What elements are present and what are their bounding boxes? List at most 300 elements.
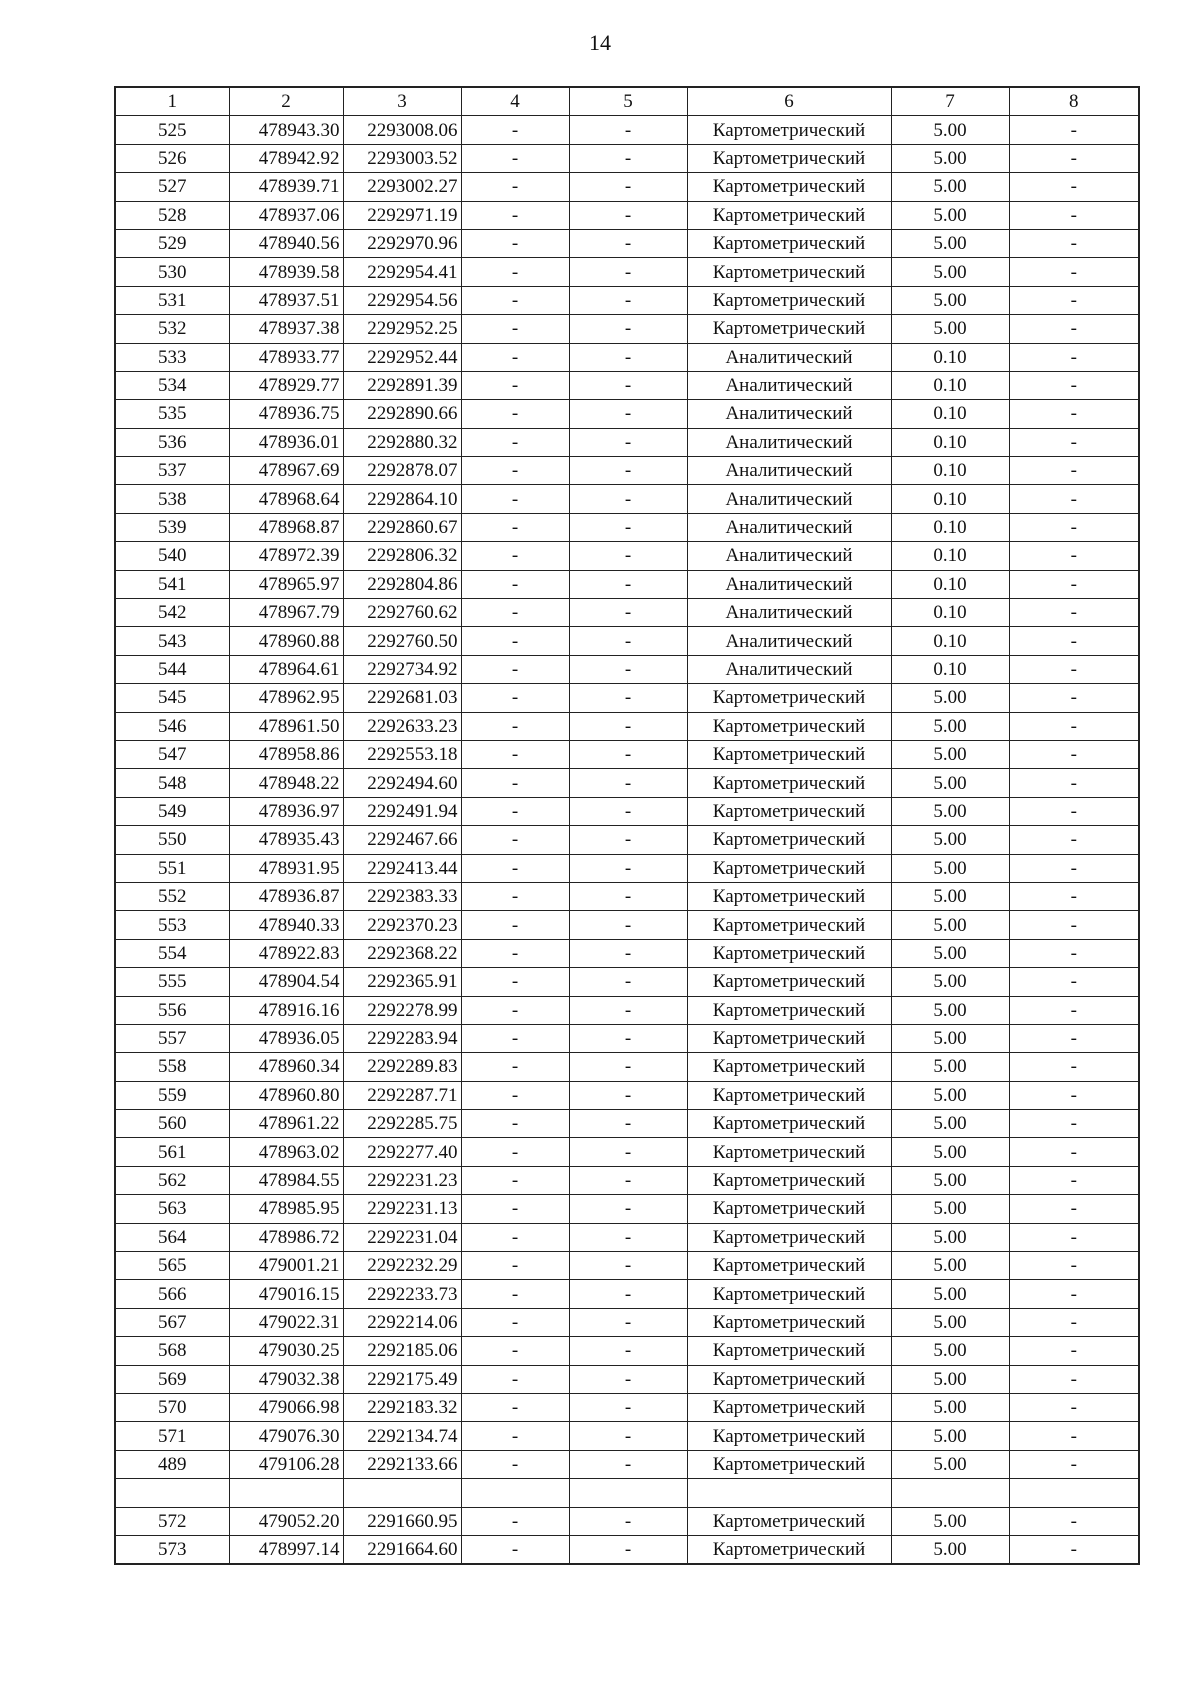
table-row <box>115 797 1139 825</box>
col-4-cell: - <box>461 1308 569 1336</box>
y-coordinate-cell: 2292133.66 <box>343 1450 461 1478</box>
accuracy-cell: 5.00 <box>891 882 1009 910</box>
point-number-cell: 555 <box>115 968 229 996</box>
point-number-cell: 531 <box>115 286 229 314</box>
col-4-cell: - <box>461 627 569 655</box>
point-number-cell: 529 <box>115 229 229 257</box>
accuracy-cell: 5.00 <box>891 996 1009 1024</box>
col-8-cell <box>1009 1479 1139 1507</box>
col-8-cell: - <box>1009 201 1139 229</box>
y-coordinate-cell: 2292368.22 <box>343 939 461 967</box>
accuracy-cell: 5.00 <box>891 1024 1009 1052</box>
y-coordinate-cell: 2292954.41 <box>343 258 461 286</box>
col-8-cell: - <box>1009 826 1139 854</box>
table-row <box>115 1308 1139 1336</box>
col-8-cell: - <box>1009 286 1139 314</box>
col-4-cell: - <box>461 996 569 1024</box>
accuracy-cell: 5.00 <box>891 1535 1009 1564</box>
col-5-cell: - <box>569 1393 687 1421</box>
method-cell: Картометрический <box>687 911 891 939</box>
method-cell: Аналитический <box>687 599 891 627</box>
method-cell: Картометрический <box>687 712 891 740</box>
x-coordinate-cell: 478984.55 <box>229 1166 343 1194</box>
col-4-cell: - <box>461 258 569 286</box>
point-number-cell: 552 <box>115 882 229 910</box>
x-coordinate-cell: 478948.22 <box>229 769 343 797</box>
accuracy-cell: 0.10 <box>891 371 1009 399</box>
accuracy-cell: 5.00 <box>891 911 1009 939</box>
table-row <box>115 1507 1139 1535</box>
col-8-cell: - <box>1009 1422 1139 1450</box>
method-cell: Картометрический <box>687 1166 891 1194</box>
method-cell: Картометрический <box>687 996 891 1024</box>
y-coordinate-cell: 2293002.27 <box>343 173 461 201</box>
col-4-cell: - <box>461 570 569 598</box>
col-5-cell: - <box>569 201 687 229</box>
x-coordinate-cell: 479001.21 <box>229 1252 343 1280</box>
col-8-cell: - <box>1009 1166 1139 1194</box>
point-number-cell: 549 <box>115 797 229 825</box>
col-5-cell: - <box>569 797 687 825</box>
method-cell: Аналитический <box>687 428 891 456</box>
col-4-cell: - <box>461 854 569 882</box>
point-number-cell: 527 <box>115 173 229 201</box>
col-4-cell: - <box>461 740 569 768</box>
x-coordinate-cell: 478933.77 <box>229 343 343 371</box>
col-8-cell: - <box>1009 1365 1139 1393</box>
y-coordinate-cell: 2292383.33 <box>343 882 461 910</box>
method-cell: Картометрический <box>687 258 891 286</box>
table-row <box>115 144 1139 172</box>
accuracy-cell: 5.00 <box>891 1138 1009 1166</box>
x-coordinate-cell: 478968.87 <box>229 513 343 541</box>
col-8-cell: - <box>1009 1252 1139 1280</box>
point-number-cell: 553 <box>115 911 229 939</box>
point-number-cell: 536 <box>115 428 229 456</box>
col-8-cell: - <box>1009 1337 1139 1365</box>
y-coordinate-cell: 2292864.10 <box>343 485 461 513</box>
table-row <box>115 371 1139 399</box>
col-4-cell: - <box>461 1166 569 1194</box>
col-5-cell: - <box>569 1166 687 1194</box>
point-number-cell: 538 <box>115 485 229 513</box>
y-coordinate-cell: 2292553.18 <box>343 740 461 768</box>
point-number-cell <box>115 1479 229 1507</box>
col-8-cell: - <box>1009 1393 1139 1421</box>
accuracy-cell: 5.00 <box>891 1280 1009 1308</box>
accuracy-cell: 5.00 <box>891 684 1009 712</box>
x-coordinate-cell: 478935.43 <box>229 826 343 854</box>
col-8-cell: - <box>1009 428 1139 456</box>
col-8-cell: - <box>1009 570 1139 598</box>
method-cell: Аналитический <box>687 513 891 541</box>
col-5-cell: - <box>569 542 687 570</box>
col-4-cell: - <box>461 1422 569 1450</box>
method-cell: Картометрический <box>687 144 891 172</box>
point-number-cell: 546 <box>115 712 229 740</box>
col-5-cell: - <box>569 457 687 485</box>
col-5-cell: - <box>569 315 687 343</box>
method-cell: Картометрический <box>687 173 891 201</box>
table-row <box>115 740 1139 768</box>
accuracy-cell: 5.00 <box>891 769 1009 797</box>
method-cell: Аналитический <box>687 371 891 399</box>
point-number-cell: 558 <box>115 1053 229 1081</box>
col-4-cell: - <box>461 684 569 712</box>
col-4-cell: - <box>461 769 569 797</box>
col-4-cell: - <box>461 1252 569 1280</box>
col-8-cell: - <box>1009 655 1139 683</box>
col-4-cell: - <box>461 1280 569 1308</box>
y-coordinate-cell: 2292277.40 <box>343 1138 461 1166</box>
accuracy-cell: 5.00 <box>891 1393 1009 1421</box>
y-coordinate-cell: 2293003.52 <box>343 144 461 172</box>
point-number-cell: 545 <box>115 684 229 712</box>
y-coordinate-cell: 2292880.32 <box>343 428 461 456</box>
y-coordinate-cell: 2292413.44 <box>343 854 461 882</box>
col-4-cell: - <box>461 201 569 229</box>
accuracy-cell: 5.00 <box>891 173 1009 201</box>
table-row <box>115 315 1139 343</box>
point-number-cell: 551 <box>115 854 229 882</box>
method-cell: Картометрический <box>687 116 891 144</box>
table-row <box>115 1479 1139 1507</box>
x-coordinate-cell: 478940.56 <box>229 229 343 257</box>
table-row <box>115 258 1139 286</box>
accuracy-cell: 5.00 <box>891 1252 1009 1280</box>
col-5-cell: - <box>569 1053 687 1081</box>
y-coordinate-cell: 2292860.67 <box>343 513 461 541</box>
col-4-cell: - <box>461 457 569 485</box>
table-row <box>115 1365 1139 1393</box>
col-8-cell: - <box>1009 1535 1139 1564</box>
y-coordinate-cell: 2292231.13 <box>343 1195 461 1223</box>
accuracy-cell: 5.00 <box>891 286 1009 314</box>
method-cell: Картометрический <box>687 286 891 314</box>
col-5-cell: - <box>569 939 687 967</box>
point-number-cell: 543 <box>115 627 229 655</box>
col-4-cell: - <box>461 1223 569 1251</box>
table-row <box>115 1223 1139 1251</box>
table-row <box>115 201 1139 229</box>
col-5-cell: - <box>569 599 687 627</box>
table-row <box>115 1166 1139 1194</box>
y-coordinate-cell: 2292891.39 <box>343 371 461 399</box>
method-cell: Картометрический <box>687 1081 891 1109</box>
method-cell: Картометрический <box>687 1053 891 1081</box>
y-coordinate-cell: 2292970.96 <box>343 229 461 257</box>
accuracy-cell: 0.10 <box>891 570 1009 598</box>
point-number-cell: 525 <box>115 116 229 144</box>
table-header <box>115 87 1139 116</box>
col-8-cell: - <box>1009 1223 1139 1251</box>
y-coordinate-cell: 2292467.66 <box>343 826 461 854</box>
point-number-cell: 568 <box>115 1337 229 1365</box>
table-row <box>115 457 1139 485</box>
y-coordinate-cell: 2292806.32 <box>343 542 461 570</box>
table-row <box>115 428 1139 456</box>
y-coordinate-cell: 2292185.06 <box>343 1337 461 1365</box>
col-4-cell: - <box>461 1535 569 1564</box>
col-5-cell: - <box>569 1024 687 1052</box>
col-8-cell: - <box>1009 513 1139 541</box>
col-5-cell: - <box>569 1280 687 1308</box>
table-row <box>115 655 1139 683</box>
col-4-cell: - <box>461 229 569 257</box>
column-header-5: 5 <box>569 87 687 116</box>
method-cell: Картометрический <box>687 1365 891 1393</box>
accuracy-cell: 0.10 <box>891 400 1009 428</box>
y-coordinate-cell: 2292491.94 <box>343 797 461 825</box>
accuracy-cell: 5.00 <box>891 968 1009 996</box>
y-coordinate-cell: 2292494.60 <box>343 769 461 797</box>
accuracy-cell: 5.00 <box>891 740 1009 768</box>
col-8-cell: - <box>1009 939 1139 967</box>
method-cell: Картометрический <box>687 882 891 910</box>
table-row <box>115 599 1139 627</box>
col-5-cell: - <box>569 116 687 144</box>
col-4-cell: - <box>461 712 569 740</box>
col-5-cell: - <box>569 485 687 513</box>
col-5-cell <box>569 1479 687 1507</box>
table-row <box>115 229 1139 257</box>
method-cell: Картометрический <box>687 684 891 712</box>
accuracy-cell: 0.10 <box>891 343 1009 371</box>
col-8-cell: - <box>1009 1195 1139 1223</box>
point-number-cell: 528 <box>115 201 229 229</box>
method-cell: Картометрический <box>687 1252 891 1280</box>
x-coordinate-cell: 478936.05 <box>229 1024 343 1052</box>
table-row <box>115 1024 1139 1052</box>
col-4-cell: - <box>461 343 569 371</box>
accuracy-cell: 5.00 <box>891 1110 1009 1138</box>
point-number-cell: 537 <box>115 457 229 485</box>
x-coordinate-cell: 478965.97 <box>229 570 343 598</box>
method-cell: Картометрический <box>687 939 891 967</box>
col-5-cell: - <box>569 1081 687 1109</box>
method-cell: Картометрический <box>687 1337 891 1365</box>
accuracy-cell: 5.00 <box>891 1081 1009 1109</box>
col-4-cell: - <box>461 485 569 513</box>
col-5-cell: - <box>569 655 687 683</box>
col-5-cell: - <box>569 1507 687 1535</box>
accuracy-cell: 0.10 <box>891 542 1009 570</box>
column-header-1: 1 <box>115 87 229 116</box>
col-5-cell: - <box>569 570 687 598</box>
method-cell: Картометрический <box>687 201 891 229</box>
point-number-cell: 573 <box>115 1535 229 1564</box>
y-coordinate-cell: 2292183.32 <box>343 1393 461 1421</box>
x-coordinate-cell: 478963.02 <box>229 1138 343 1166</box>
point-number-cell: 535 <box>115 400 229 428</box>
col-4-cell: - <box>461 116 569 144</box>
col-8-cell: - <box>1009 740 1139 768</box>
x-coordinate-cell: 478904.54 <box>229 968 343 996</box>
x-coordinate-cell: 478985.95 <box>229 1195 343 1223</box>
method-cell: Аналитический <box>687 627 891 655</box>
col-4-cell: - <box>461 1450 569 1478</box>
method-cell: Аналитический <box>687 457 891 485</box>
y-coordinate-cell: 2292214.06 <box>343 1308 461 1336</box>
x-coordinate-cell: 478939.58 <box>229 258 343 286</box>
col-4-cell: - <box>461 1081 569 1109</box>
col-8-cell: - <box>1009 769 1139 797</box>
col-8-cell: - <box>1009 371 1139 399</box>
col-5-cell: - <box>569 1252 687 1280</box>
col-4-cell: - <box>461 1507 569 1535</box>
col-8-cell: - <box>1009 1081 1139 1109</box>
method-cell: Аналитический <box>687 343 891 371</box>
page-number: 14 <box>589 30 611 55</box>
col-5-cell: - <box>569 513 687 541</box>
col-4-cell: - <box>461 599 569 627</box>
accuracy-cell: 0.10 <box>891 485 1009 513</box>
y-coordinate-cell: 2292232.29 <box>343 1252 461 1280</box>
point-number-cell: 564 <box>115 1223 229 1251</box>
method-cell: Картометрический <box>687 1223 891 1251</box>
accuracy-cell: 5.00 <box>891 826 1009 854</box>
y-coordinate-cell: 2292954.56 <box>343 286 461 314</box>
x-coordinate-cell: 478964.61 <box>229 655 343 683</box>
point-number-cell: 559 <box>115 1081 229 1109</box>
y-coordinate-cell: 2292365.91 <box>343 968 461 996</box>
point-number-cell: 563 <box>115 1195 229 1223</box>
column-header-6: 6 <box>687 87 891 116</box>
col-5-cell: - <box>569 968 687 996</box>
col-5-cell: - <box>569 258 687 286</box>
accuracy-cell: 0.10 <box>891 627 1009 655</box>
method-cell: Картометрический <box>687 1195 891 1223</box>
y-coordinate-cell: 2292760.62 <box>343 599 461 627</box>
y-coordinate-cell: 2292633.23 <box>343 712 461 740</box>
y-coordinate-cell: 2292681.03 <box>343 684 461 712</box>
table-row <box>115 286 1139 314</box>
method-cell: Картометрический <box>687 854 891 882</box>
col-4-cell: - <box>461 428 569 456</box>
x-coordinate-cell: 478960.80 <box>229 1081 343 1109</box>
method-cell: Картометрический <box>687 740 891 768</box>
x-coordinate-cell: 478961.50 <box>229 712 343 740</box>
point-number-cell: 561 <box>115 1138 229 1166</box>
accuracy-cell: 5.00 <box>891 797 1009 825</box>
col-5-cell: - <box>569 229 687 257</box>
col-4-cell: - <box>461 173 569 201</box>
col-8-cell: - <box>1009 1450 1139 1478</box>
point-number-cell: 557 <box>115 1024 229 1052</box>
table-row <box>115 627 1139 655</box>
accuracy-cell: 5.00 <box>891 1166 1009 1194</box>
table-row <box>115 769 1139 797</box>
col-8-cell: - <box>1009 882 1139 910</box>
col-8-cell: - <box>1009 457 1139 485</box>
accuracy-cell: 5.00 <box>891 712 1009 740</box>
x-coordinate-cell: 478968.64 <box>229 485 343 513</box>
col-8-cell: - <box>1009 1053 1139 1081</box>
accuracy-cell: 5.00 <box>891 116 1009 144</box>
accuracy-cell: 0.10 <box>891 513 1009 541</box>
x-coordinate-cell: 479022.31 <box>229 1308 343 1336</box>
point-number-cell: 571 <box>115 1422 229 1450</box>
method-cell: Картометрический <box>687 1422 891 1450</box>
x-coordinate-cell: 478936.87 <box>229 882 343 910</box>
accuracy-cell <box>891 1479 1009 1507</box>
method-cell <box>687 1479 891 1507</box>
table-row <box>115 513 1139 541</box>
col-5-cell: - <box>569 343 687 371</box>
col-5-cell: - <box>569 428 687 456</box>
table-row <box>115 1535 1139 1564</box>
method-cell: Картометрический <box>687 797 891 825</box>
col-5-cell: - <box>569 684 687 712</box>
col-5-cell: - <box>569 1138 687 1166</box>
x-coordinate-cell: 478972.39 <box>229 542 343 570</box>
x-coordinate-cell: 479030.25 <box>229 1337 343 1365</box>
accuracy-cell: 5.00 <box>891 1053 1009 1081</box>
x-coordinate-cell: 478960.34 <box>229 1053 343 1081</box>
point-number-cell: 539 <box>115 513 229 541</box>
point-number-cell: 541 <box>115 570 229 598</box>
col-5-cell: - <box>569 144 687 172</box>
col-4-cell: - <box>461 968 569 996</box>
x-coordinate-cell: 479066.98 <box>229 1393 343 1421</box>
col-5-cell: - <box>569 371 687 399</box>
col-4-cell: - <box>461 315 569 343</box>
accuracy-cell: 0.10 <box>891 428 1009 456</box>
col-5-cell: - <box>569 1337 687 1365</box>
accuracy-cell: 5.00 <box>891 1450 1009 1478</box>
table-row <box>115 1422 1139 1450</box>
table-row <box>115 1195 1139 1223</box>
header-row <box>115 87 1139 116</box>
col-5-cell: - <box>569 1422 687 1450</box>
x-coordinate-cell: 479076.30 <box>229 1422 343 1450</box>
col-5-cell: - <box>569 996 687 1024</box>
table-row <box>115 173 1139 201</box>
col-5-cell: - <box>569 1535 687 1564</box>
y-coordinate-cell: 2291660.95 <box>343 1507 461 1535</box>
col-4-cell: - <box>461 797 569 825</box>
point-number-cell: 489 <box>115 1450 229 1478</box>
table-row <box>115 343 1139 371</box>
accuracy-cell: 5.00 <box>891 854 1009 882</box>
method-cell: Картометрический <box>687 315 891 343</box>
col-8-cell: - <box>1009 315 1139 343</box>
col-4-cell: - <box>461 542 569 570</box>
table-row <box>115 1110 1139 1138</box>
point-number-cell: 556 <box>115 996 229 1024</box>
method-cell: Картометрический <box>687 1024 891 1052</box>
col-4-cell: - <box>461 939 569 967</box>
accuracy-cell: 5.00 <box>891 1223 1009 1251</box>
col-8-cell: - <box>1009 144 1139 172</box>
y-coordinate-cell <box>343 1479 461 1507</box>
col-5-cell: - <box>569 712 687 740</box>
y-coordinate-cell: 2292370.23 <box>343 911 461 939</box>
col-4-cell: - <box>461 655 569 683</box>
point-number-cell: 569 <box>115 1365 229 1393</box>
x-coordinate-cell: 478986.72 <box>229 1223 343 1251</box>
x-coordinate-cell: 478939.71 <box>229 173 343 201</box>
point-number-cell: 550 <box>115 826 229 854</box>
y-coordinate-cell: 2292231.04 <box>343 1223 461 1251</box>
col-8-cell: - <box>1009 1110 1139 1138</box>
accuracy-cell: 5.00 <box>891 939 1009 967</box>
accuracy-cell: 0.10 <box>891 599 1009 627</box>
col-5-cell: - <box>569 1450 687 1478</box>
col-4-cell: - <box>461 286 569 314</box>
col-4-cell: - <box>461 1195 569 1223</box>
col-8-cell: - <box>1009 1308 1139 1336</box>
